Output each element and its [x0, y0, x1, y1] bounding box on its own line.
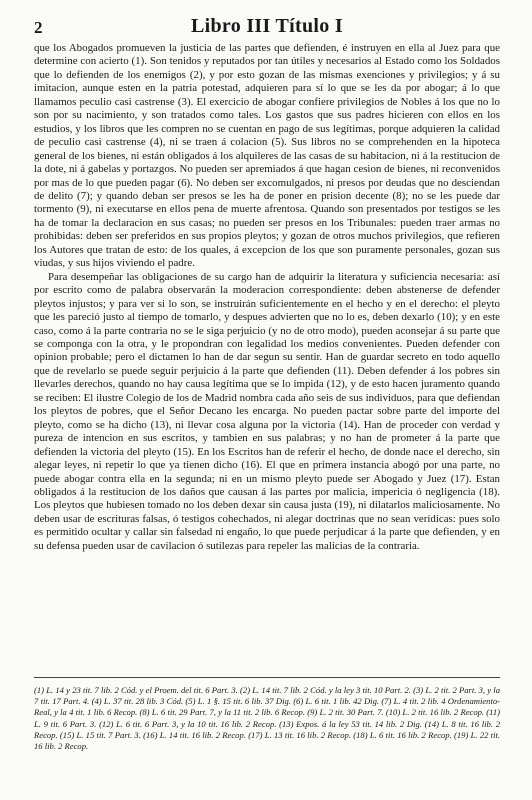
body-paragraph: Para desempeñar las obligaciones de su cargo han de adquirir la literatura y suficiencia necesaria: así por escrito como de palabra observarán la moderacion correspondiente: deben abstenerse de defender pleytos injustos; y para ver si lo son, se instruirán suficientemente en el hecho y en el derecho: el pleyto que les pareció justo al tiempo de tomarlo, y despues advierten que no lo es, deben dexarlo (10); y en este caso, como á la parte contraria no se le siga perjuicio (y no de otro modo), pueden aconsejar á su parte que se componga con la otra, y le propondran con legalidad los medios convenientes. Pueden defender con opinion probable; pero el dictamen lo han de dar segun su sentir. Han de guardar secreto en todo aquello que de revelarlo se puede seguir perjuicio á la parte que defienden (11). Deben defender á los pobres sin llevarles derechos, quando no hay causa legítima que se lo impida (12), y de esto hacen juramento quando se reciben: El ilustre Colegio de los de Madrid nombra cada año seis de sus individuos, para que defiendan los pleytos de pobres, que el Señor Decano les encarga. No pueden pactar sobre parte del importe del pleyto, como se ha dicho (13), ni llevar cosa alguna por la victoria (14). Han de proceder con verdad y pureza de intencion en sus escritos, y tambien en sus palabras; y no han de prometer á la parte que defienden la victoria del pleyto (15). En los Escritos han de referir el hecho, de donde nace el derecho, sin alegar leyes, ni repetir lo que ya tienen dicho (16). El que en primera instancia abogó por una parte, no puede abogar contra ella en la segunda; ni en un mismo pleyto puede ser Abogado y Juez (17). Estan obligados á la restitucion de los daños que causan á las partes por malicia, impericia ó negligencia (18). Los pleytos que hubiesen tomado no los deben dexar sin causa justa (19), ni dilatarlos maliciosamente. No deben usar de escrituras falsas, ó testigos cohechados, ni alegar doctrinas que no sean verídicas: pues solo es permitido ocultar y callar sin falsedad ni engaño, lo que puede perjudicar á la parte que defienden, y en su defensa pueden usar de cavilacion ó sutilezas para repeler las malicias de la contraria. — [34, 270, 500, 552]
body-paragraph: que los Abogados promueven la justicia de las partes que defienden, é instruyen en ella al Juez para que determine con acierto (1). Son tenidos y reputados por tan útiles y necesarios al Estado como los Soldados que lo defienden de los enemigos (2), y por esto gozan de las mismas exenciones y privilegios; y á su imitacion, aunque esten en la patria potestad, adquieren para sí lo que se les da por abogar; á lo que llamamos peculio casi castrense (3). El exercicio de abogar confiere privilegios de Nobles á los que no lo son por su nacimiento, y son tratados como tales. Los gastos que sus padres hicieren con ellos en los estudios, y los libros que les compren no se cuentan en pago de sus legítimas, porque adquieren la calidad de peculio casi castrense (4), ni se traen á colacion (5). Sus libros no se comprehenden en la hipoteca general de los bienes, ni están obligados á los alquileres de las casas de su habitacion, ni á la restitucion de la dote, ni á gabelas y portazgos. No pueden ser apremiados á que hagan cesion de bienes, ni reconvenidos por mas de lo que pueden pagar (6). No deben ser excomulgados, ni presos por deudas que no desciendan de delito (7); y quando deban ser presos se les ha de poner en prision decente (8); no se les puede dar tormento (9), ni executarse en ellos pena de muerte afrentosa. Quando son presentados por testigos se les ha de tomar la declaracion en sus casas; no pueden ser presos en los Tribunales: pueden traer armas no prohibidas: deben ser preferidos en sus propios pleytos; y gozan de otros muchos privilegios, que refieren los Autores que tratan de esto: de los quales, á excepcion de los que son puramente personales, gozan sus viudas, y sus hijos viviendo el padre. — [34, 42, 500, 270]
running-title: Libro III Título I — [191, 15, 343, 37]
footnote-divider — [34, 677, 500, 678]
body-text — [34, 42, 500, 553]
footnotes: (1) L. 14 y 23 tit. 7 lib. 2 Cód. y el Proem. del tit. 6 Part. 3. (2) L. 14 tit. 7 lib. 2 Cód. y la ley 3 tit. 10 Part. 2. (3) L. 2 tit. 2 Part. 3, y la 7 tit. 17 Part. 4. (4) L. 37 tit. 28 lib. 3 Cód. (5) L. 1 §. 15 tit. 6 lib. 37 Dig. (6) L. 6 tit. 1 lib. 42 Dig. (7) L. 4 tit. 2 lib. 4 Ordenamiento-Real, y la 4 tit. 1 lib. 6 Recop. (8) L. 6 tit. 29 Part. 7, y la 11 tit. 2 lib. 6 Recop. (9) L. 2 tit. 30 Part. 7. (10) L. 2 tit. 16 lib. 2 Recop. (11) L. 9 tit. 6 Part. 3. (12) L. 6 tit. 6 Part. 3, y la 10 tit. 16 lib. 2 Recop. (13) Expos. á la ley 53 tit. 14 lib. 2 Dig. (14) L. 8 tit. 16 lib. 2 Recop. (15) L. 15 tit. 7 Part. 3. (16) L. 14 tit. 16 lib. 2 Recop. (17) L. 13 tit. 16 lib. 2 Recop. (18) L. 6 tit. 16 lib. 2 Recop. (19) L. 22 tit. 16 lib. 2 Recop. — [34, 685, 500, 752]
page-number: 2 — [34, 18, 43, 37]
page-header — [34, 12, 500, 40]
